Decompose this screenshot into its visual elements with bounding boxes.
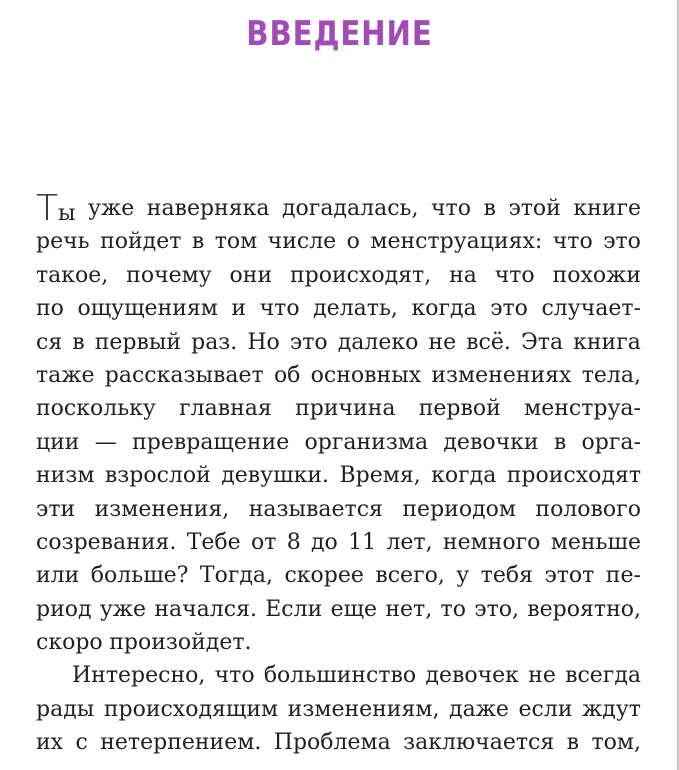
drop-cap: Т [36,188,58,229]
word: далеко [337,329,419,355]
word: большинство [263,663,417,689]
word: Эта [520,329,564,355]
word: вероятно, [527,596,641,622]
word: заключается [403,730,555,756]
word: изменениям, [287,696,440,722]
word: в [483,196,496,221]
word: догадалась, [282,196,419,221]
word: что [494,262,535,288]
word: пе- [605,563,641,589]
word: случает- [541,296,641,322]
word: это [289,329,328,355]
word: происходят [506,463,641,489]
word: нетерпением. [100,730,262,756]
word: девочек [425,663,519,689]
text-line [36,326,641,359]
word: первой [418,396,501,422]
word: поскольку [36,396,156,422]
text-line [36,225,641,258]
word: от [250,529,277,555]
word: происходят, [289,262,432,288]
text-line [36,426,641,459]
word: этой [508,196,561,221]
word: низм [36,463,95,489]
word: произойдет. [109,630,252,656]
text-line [36,559,641,592]
word: уже [99,596,147,622]
word: тела, [581,362,641,388]
word: пойдет [100,229,182,255]
word: по [36,296,64,322]
word: речь [36,229,90,255]
word: что [552,229,593,255]
word: что [259,296,300,322]
word: это [490,296,528,322]
word: менструа- [524,396,641,422]
word: что [214,663,255,689]
word: Интересно, [72,663,206,689]
word: тебя [480,563,533,589]
word: когда [431,463,497,489]
text-line [36,392,641,425]
word: главная [179,396,272,422]
word: первый [94,329,182,355]
word: почему [126,262,212,288]
chapter-title: ВВЕДЕНИЕ [246,14,433,54]
chapter-body [36,188,641,760]
word: то [440,596,466,622]
word: 8 [286,529,301,555]
word: книга [573,329,641,355]
text-line [36,188,641,229]
word: лет, [386,529,433,555]
word: организма [304,429,429,455]
word: числе [267,229,337,255]
text-line [36,292,641,325]
word: Проблема [273,730,391,756]
word: в [72,329,85,355]
word: менструациях: [370,229,543,255]
word: что [431,196,471,221]
text-line [36,693,641,726]
word: или [36,563,80,589]
word: скоро [36,630,103,656]
word: это [603,229,641,255]
word: таже [36,362,95,388]
word: наверняка [146,196,270,221]
word: ся [36,329,63,355]
word: о [346,229,360,255]
word: книге [573,196,641,221]
word: всего, [375,563,445,589]
word: взрослой [104,463,211,489]
word: еще [330,596,378,622]
word: том, [591,730,641,756]
word: орга- [581,429,641,455]
text-line [36,359,641,392]
word: эти [36,496,76,522]
word: когда [411,296,477,322]
word: называется [248,496,383,522]
word: это, [474,596,519,622]
word: рассказывает [104,362,264,388]
word: 11 [348,529,377,555]
text-line [36,626,641,659]
word: риод [36,596,92,622]
word: ощущениям [77,296,218,322]
word: у [456,563,470,589]
word: созревания. [36,529,177,555]
text-line [36,726,641,759]
word: Тогда, [199,563,274,589]
word: на [449,262,477,288]
word: девушки. [221,463,329,489]
text-line [36,593,641,626]
word: до [311,529,338,555]
word: с [75,730,88,756]
word: ждут [582,696,641,722]
text-line [36,493,641,526]
word: если [518,696,573,722]
word: изменениях [431,362,572,388]
word: том [214,229,258,255]
word: раз. [191,329,238,355]
word: происходящим [103,696,279,722]
word: больше? [90,563,189,589]
word: скорее [284,563,364,589]
word: ции [36,429,80,455]
word: начался. [154,596,257,622]
word: уже [88,196,135,221]
word: в [191,229,205,255]
word: девочки [443,429,539,455]
word: всегда [565,663,641,689]
word: Тебе [186,529,241,555]
word: они [229,262,273,288]
word: такое, [36,262,109,288]
word: в [553,429,567,455]
word: полового [535,496,641,522]
paragraph-1 [36,188,641,659]
word: даже [449,696,509,722]
word: всё. [466,329,511,355]
word: и [231,296,247,322]
word: об [273,362,301,388]
text-line [36,659,641,692]
word: их [36,730,64,756]
word: Но [247,329,280,355]
word: рады [36,696,95,722]
word: нет, [385,596,433,622]
word: не [428,329,457,355]
word: похожи [552,262,641,288]
word: основных [310,362,422,388]
word: превращение [132,429,290,455]
word: Время, [339,463,421,489]
word: Ты [36,188,76,229]
word: изменения, [94,496,230,522]
word: Если [265,596,323,622]
word: в [566,730,580,756]
word: не [528,663,556,689]
paragraph-2 [36,659,641,759]
word: немного [442,529,541,555]
word: этот [544,563,595,589]
word: делать, [313,296,398,322]
word: причина [295,396,396,422]
text-line [36,526,641,559]
text-line [36,459,641,492]
word: меньше [550,529,641,555]
text-line [36,259,641,292]
word: периодом [402,496,516,522]
word: — [94,429,117,455]
